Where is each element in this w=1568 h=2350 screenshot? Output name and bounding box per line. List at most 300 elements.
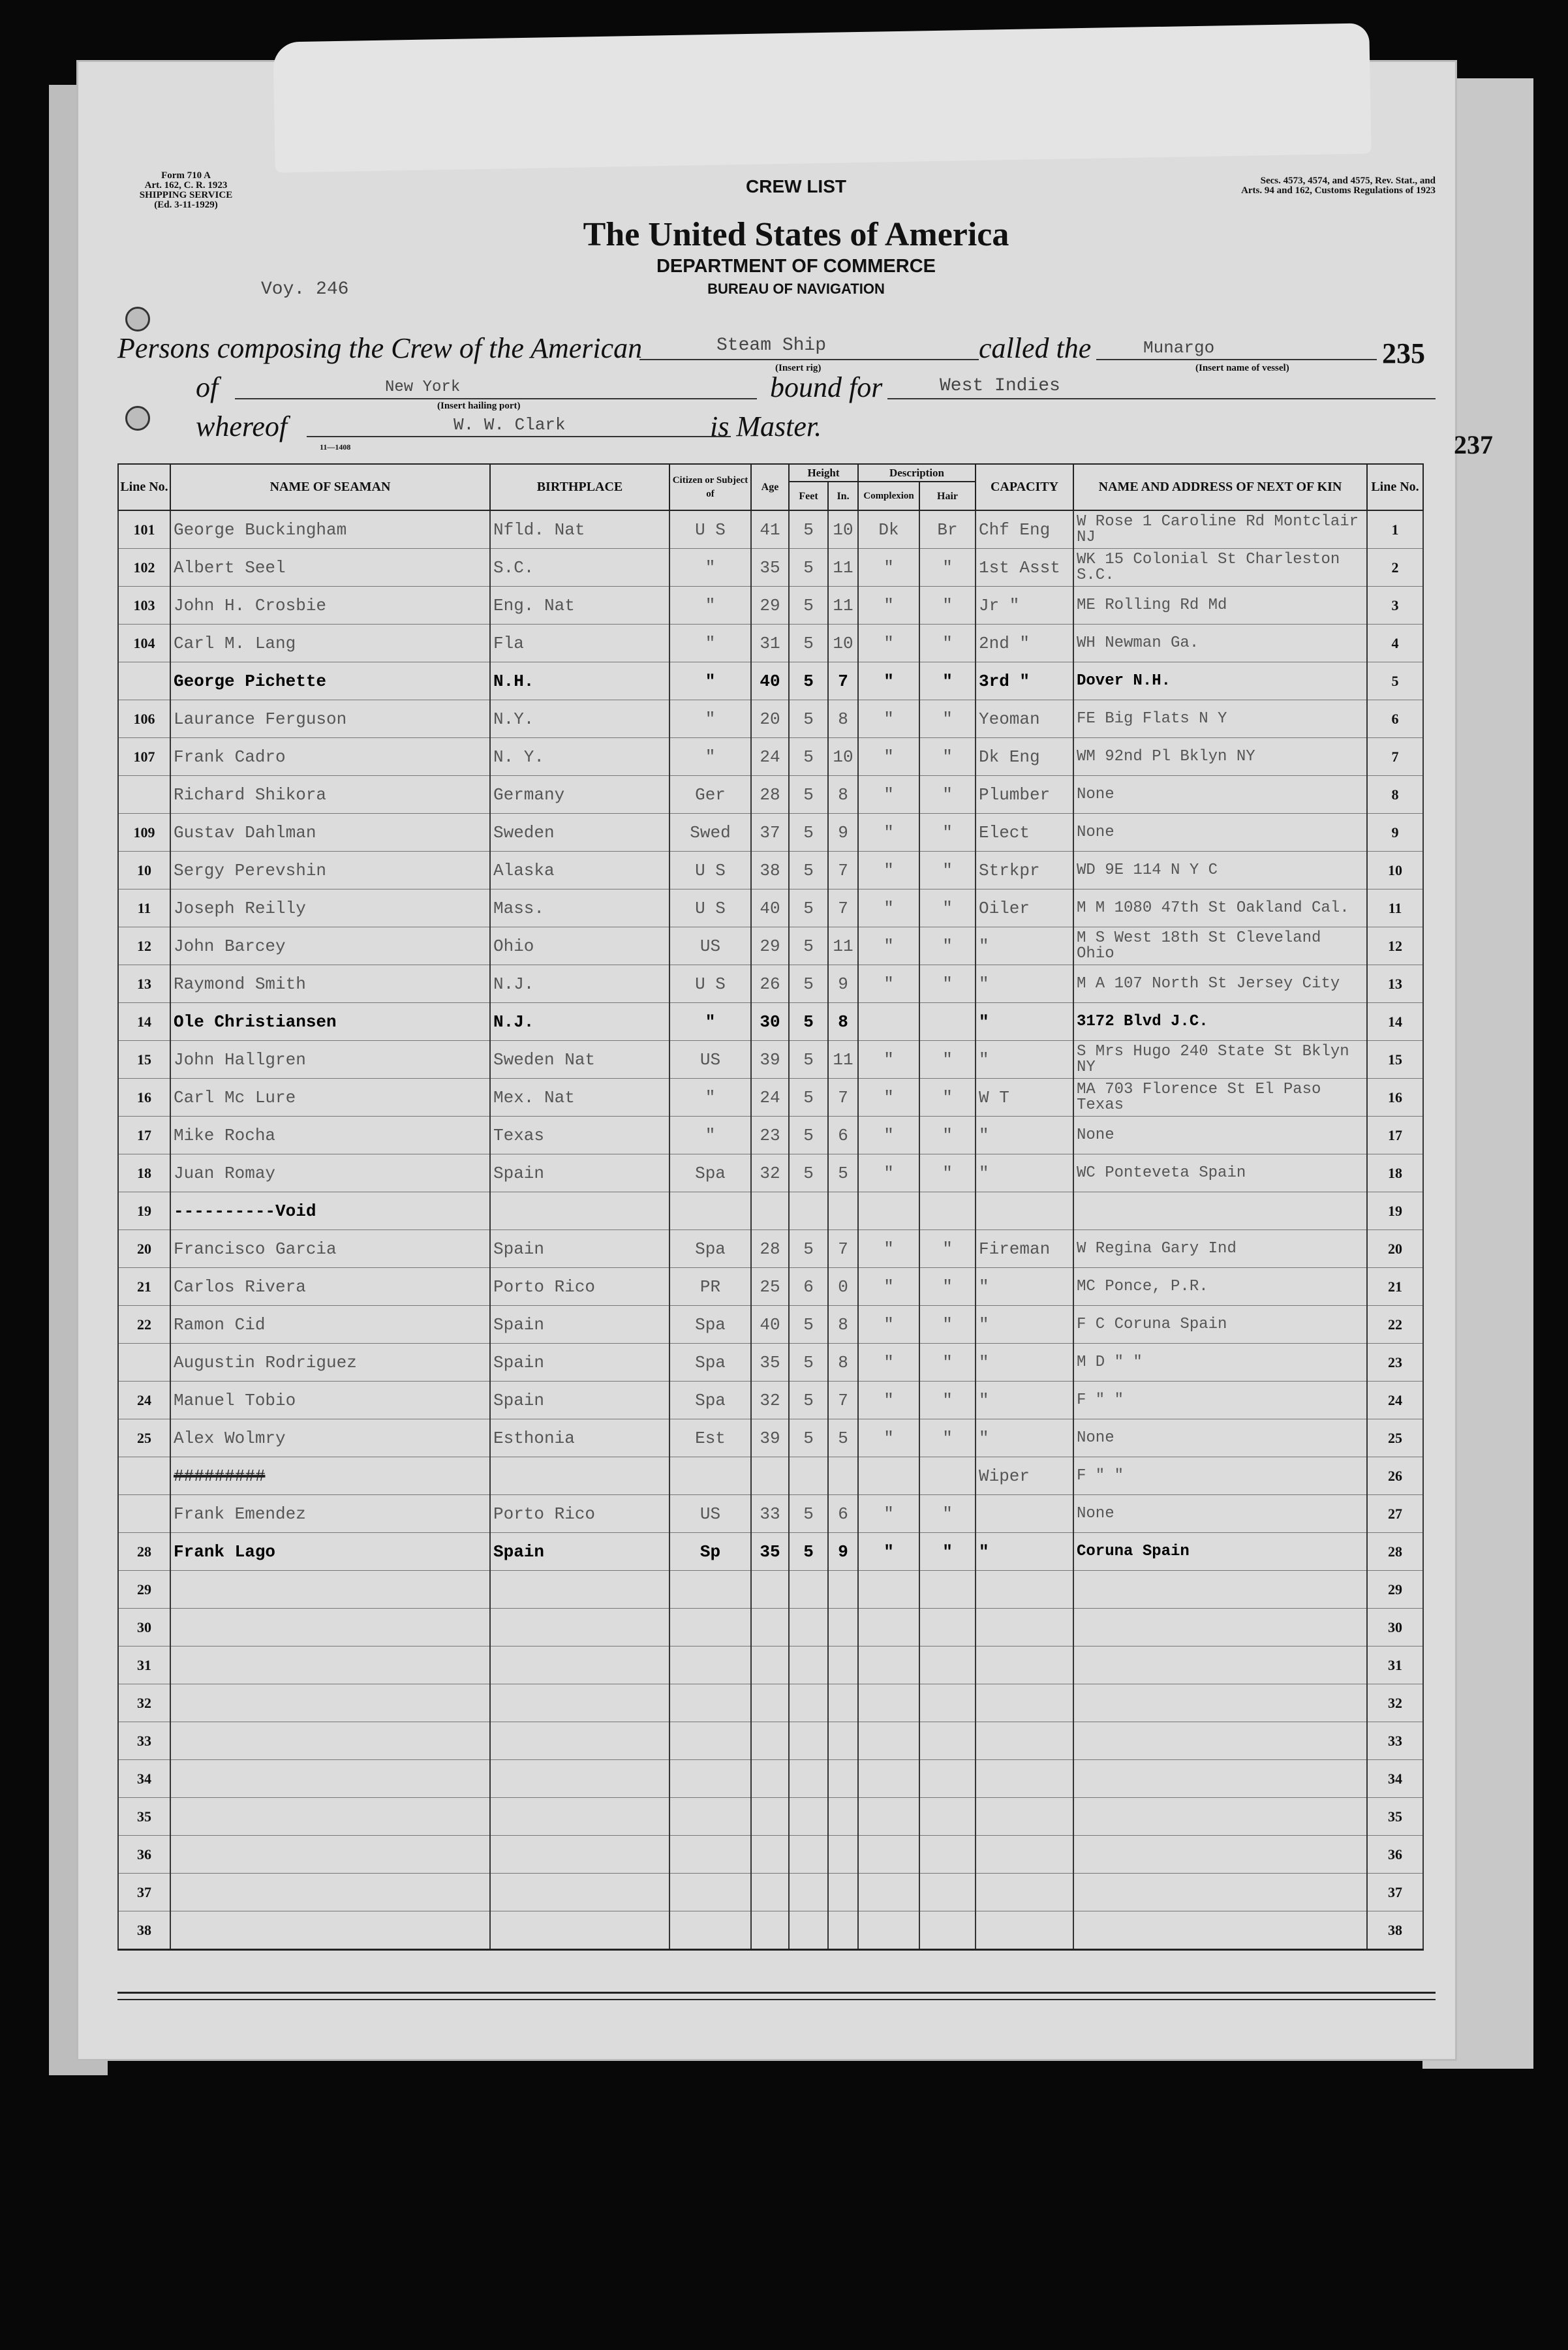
birthplace: Sweden bbox=[490, 814, 669, 852]
table-row bbox=[118, 549, 1423, 587]
complexion: " bbox=[858, 814, 919, 852]
hailing-port: New York bbox=[385, 379, 461, 396]
capacity bbox=[976, 1647, 1073, 1684]
line-code: 22 bbox=[118, 1306, 170, 1344]
height-inches: 7 bbox=[828, 662, 858, 700]
next-of-kin: W Regina Gary Ind bbox=[1073, 1230, 1367, 1268]
complexion: " bbox=[858, 1268, 919, 1306]
next-of-kin bbox=[1073, 1874, 1367, 1911]
birthplace: Spain bbox=[490, 1230, 669, 1268]
birthplace: Alaska bbox=[490, 852, 669, 889]
height-inches: 9 bbox=[828, 965, 858, 1003]
next-of-kin bbox=[1073, 1647, 1367, 1684]
citizenship: U S bbox=[669, 965, 751, 1003]
hair bbox=[919, 1457, 976, 1495]
hair: " bbox=[919, 889, 976, 927]
capacity: Jr " bbox=[976, 587, 1073, 625]
port-hint: (Insert hailing port) bbox=[437, 401, 521, 411]
table-row bbox=[118, 814, 1423, 852]
height-inches bbox=[828, 1571, 858, 1609]
hair: " bbox=[919, 1382, 976, 1419]
line-number: 2 bbox=[1367, 549, 1423, 587]
seaman-name: Frank Emendez bbox=[170, 1495, 490, 1533]
birthplace: S.C. bbox=[490, 549, 669, 587]
line-code: 31 bbox=[118, 1647, 170, 1684]
destination-line bbox=[887, 398, 1436, 399]
line-code: 19 bbox=[118, 1192, 170, 1230]
line-code: 36 bbox=[118, 1836, 170, 1874]
hair: " bbox=[919, 549, 976, 587]
birthplace: N.J. bbox=[490, 1003, 669, 1041]
line-number: 7 bbox=[1367, 738, 1423, 776]
next-of-kin: M D " " bbox=[1073, 1344, 1367, 1382]
next-of-kin: None bbox=[1073, 1495, 1367, 1533]
table-row bbox=[118, 1533, 1423, 1571]
capacity bbox=[976, 1571, 1073, 1609]
age: 28 bbox=[751, 776, 789, 814]
age: 41 bbox=[751, 510, 789, 549]
citizenship bbox=[669, 1722, 751, 1760]
age: 29 bbox=[751, 927, 789, 965]
seaman-name: George Pichette bbox=[170, 662, 490, 700]
master-line bbox=[307, 436, 731, 437]
birthplace: Mex. Nat bbox=[490, 1079, 669, 1117]
citizenship: US bbox=[669, 1495, 751, 1533]
height-feet: 5 bbox=[789, 1230, 828, 1268]
line-code: 107 bbox=[118, 738, 170, 776]
rig-hint: (Insert rig) bbox=[775, 363, 822, 373]
line-number: 26 bbox=[1367, 1457, 1423, 1495]
birthplace: Eng. Nat bbox=[490, 587, 669, 625]
height-inches bbox=[828, 1874, 858, 1911]
table-row bbox=[118, 776, 1423, 814]
complexion: " bbox=[858, 662, 919, 700]
birthplace: Spain bbox=[490, 1306, 669, 1344]
hair: " bbox=[919, 662, 976, 700]
table-row bbox=[118, 700, 1423, 738]
height-feet: 5 bbox=[789, 625, 828, 662]
capacity: " bbox=[976, 965, 1073, 1003]
complexion: " bbox=[858, 1495, 919, 1533]
line-code: 103 bbox=[118, 587, 170, 625]
complexion: " bbox=[858, 1344, 919, 1382]
complexion bbox=[858, 1003, 919, 1041]
line-number: 18 bbox=[1367, 1154, 1423, 1192]
hair: " bbox=[919, 852, 976, 889]
height-feet: 5 bbox=[789, 700, 828, 738]
citizenship: US bbox=[669, 1041, 751, 1079]
complexion: " bbox=[858, 1041, 919, 1079]
height-inches: 11 bbox=[828, 549, 858, 587]
citizenship: U S bbox=[669, 510, 751, 549]
line-code: 18 bbox=[118, 1154, 170, 1192]
age: 20 bbox=[751, 700, 789, 738]
capacity bbox=[976, 1798, 1073, 1836]
hair: " bbox=[919, 1419, 976, 1457]
hair: " bbox=[919, 1306, 976, 1344]
height-inches: 10 bbox=[828, 738, 858, 776]
height-inches: 8 bbox=[828, 700, 858, 738]
seaman-name bbox=[170, 1722, 490, 1760]
citizenship: " bbox=[669, 549, 751, 587]
table-row bbox=[118, 889, 1423, 927]
complexion bbox=[858, 1874, 919, 1911]
height-inches: 7 bbox=[828, 889, 858, 927]
capacity bbox=[976, 1911, 1073, 1950]
vessel-line bbox=[1096, 359, 1377, 360]
citizenship bbox=[669, 1836, 751, 1874]
hair: " bbox=[919, 587, 976, 625]
hair: " bbox=[919, 965, 976, 1003]
height-inches bbox=[828, 1457, 858, 1495]
age bbox=[751, 1609, 789, 1647]
table-row bbox=[118, 1874, 1423, 1911]
citizenship bbox=[669, 1684, 751, 1722]
capacity: Elect bbox=[976, 814, 1073, 852]
age bbox=[751, 1798, 789, 1836]
col-inches: In. bbox=[828, 482, 858, 510]
capacity bbox=[976, 1722, 1073, 1760]
birthplace: Spain bbox=[490, 1344, 669, 1382]
capacity: " bbox=[976, 1306, 1073, 1344]
complexion bbox=[858, 1647, 919, 1684]
birthplace bbox=[490, 1760, 669, 1798]
persons-label: Persons composing the Crew of the American bbox=[117, 332, 643, 364]
capacity bbox=[976, 1874, 1073, 1911]
citizenship: Spa bbox=[669, 1154, 751, 1192]
hair: " bbox=[919, 1344, 976, 1382]
table-row bbox=[118, 1041, 1423, 1079]
height-inches: 7 bbox=[828, 1382, 858, 1419]
height-feet: 5 bbox=[789, 662, 828, 700]
hair: " bbox=[919, 1268, 976, 1306]
age bbox=[751, 1457, 789, 1495]
height-feet bbox=[789, 1836, 828, 1874]
birthplace: Fla bbox=[490, 625, 669, 662]
line-code: 35 bbox=[118, 1798, 170, 1836]
capacity: 3rd " bbox=[976, 662, 1073, 700]
line-code bbox=[118, 1344, 170, 1382]
height-feet bbox=[789, 1798, 828, 1836]
age: 25 bbox=[751, 1268, 789, 1306]
line-code: 33 bbox=[118, 1722, 170, 1760]
age: 37 bbox=[751, 814, 789, 852]
line-code: 10 bbox=[118, 852, 170, 889]
line-number: 3 bbox=[1367, 587, 1423, 625]
line-code: 14 bbox=[118, 1003, 170, 1041]
birthplace: N.J. bbox=[490, 965, 669, 1003]
age: 31 bbox=[751, 625, 789, 662]
age: 33 bbox=[751, 1495, 789, 1533]
capacity bbox=[976, 1836, 1073, 1874]
next-of-kin: S Mrs Hugo 240 State St Bklyn NY bbox=[1073, 1041, 1367, 1079]
line-number: 24 bbox=[1367, 1382, 1423, 1419]
height-feet: 5 bbox=[789, 1041, 828, 1079]
complexion bbox=[858, 1684, 919, 1722]
col-capacity: CAPACITY bbox=[976, 464, 1073, 510]
birthplace: Spain bbox=[490, 1533, 669, 1571]
capacity: Strkpr bbox=[976, 852, 1073, 889]
height-inches: 5 bbox=[828, 1419, 858, 1457]
next-of-kin: M S West 18th St Cleveland Ohio bbox=[1073, 927, 1367, 965]
line-code: 38 bbox=[118, 1911, 170, 1950]
line-number: 34 bbox=[1367, 1760, 1423, 1798]
col-line-no-right: Line No. bbox=[1367, 464, 1423, 510]
next-of-kin: Dover N.H. bbox=[1073, 662, 1367, 700]
line-code: 109 bbox=[118, 814, 170, 852]
hair: " bbox=[919, 1533, 976, 1571]
birthplace: N.H. bbox=[490, 662, 669, 700]
capacity: Wiper bbox=[976, 1457, 1073, 1495]
height-inches: 9 bbox=[828, 814, 858, 852]
hair bbox=[919, 1609, 976, 1647]
birthplace bbox=[490, 1836, 669, 1874]
birthplace bbox=[490, 1684, 669, 1722]
height-feet bbox=[789, 1647, 828, 1684]
citizenship bbox=[669, 1874, 751, 1911]
bound-for-label: bound for bbox=[770, 371, 883, 403]
next-of-kin: FE Big Flats N Y bbox=[1073, 700, 1367, 738]
height-inches: 8 bbox=[828, 776, 858, 814]
form-edition: (Ed. 3-11-1929) bbox=[154, 200, 218, 210]
height-feet bbox=[789, 1457, 828, 1495]
bureau-name: BUREAU OF NAVIGATION bbox=[707, 281, 885, 297]
birthplace: Germany bbox=[490, 776, 669, 814]
col-kin: NAME AND ADDRESS OF NEXT OF KIN bbox=[1073, 464, 1367, 510]
age: 30 bbox=[751, 1003, 789, 1041]
is-master-label: is Master. bbox=[710, 410, 822, 442]
line-number: 11 bbox=[1367, 889, 1423, 927]
height-feet: 5 bbox=[789, 814, 828, 852]
vessel-hint: (Insert name of vessel) bbox=[1195, 363, 1289, 373]
table-row bbox=[118, 1684, 1423, 1722]
complexion bbox=[858, 1609, 919, 1647]
department-name: DEPARTMENT OF COMMERCE bbox=[656, 256, 936, 277]
page-number: 235 bbox=[1382, 337, 1425, 369]
table-row bbox=[118, 1419, 1423, 1457]
complexion: " bbox=[858, 1382, 919, 1419]
table-row bbox=[118, 1306, 1423, 1344]
height-feet: 5 bbox=[789, 1306, 828, 1344]
line-code: 20 bbox=[118, 1230, 170, 1268]
height-feet: 5 bbox=[789, 1344, 828, 1382]
capacity bbox=[976, 1684, 1073, 1722]
citizenship: U S bbox=[669, 889, 751, 927]
line-code: 12 bbox=[118, 927, 170, 965]
citizenship: " bbox=[669, 662, 751, 700]
age: 24 bbox=[751, 1079, 789, 1117]
age: 40 bbox=[751, 662, 789, 700]
table-row bbox=[118, 1647, 1423, 1684]
citizenship: PR bbox=[669, 1268, 751, 1306]
table-row bbox=[118, 587, 1423, 625]
table-row bbox=[118, 1192, 1423, 1230]
next-of-kin: WK 15 Colonial St Charleston S.C. bbox=[1073, 549, 1367, 587]
seaman-name bbox=[170, 1760, 490, 1798]
citizenship bbox=[669, 1609, 751, 1647]
age bbox=[751, 1647, 789, 1684]
table-row bbox=[118, 1571, 1423, 1609]
seaman-name bbox=[170, 1571, 490, 1609]
citizenship: U S bbox=[669, 852, 751, 889]
table-row bbox=[118, 1230, 1423, 1268]
age: 28 bbox=[751, 1230, 789, 1268]
birthplace bbox=[490, 1647, 669, 1684]
age bbox=[751, 1760, 789, 1798]
complexion: " bbox=[858, 1230, 919, 1268]
seaman-name: Francisco Garcia bbox=[170, 1230, 490, 1268]
birthplace bbox=[490, 1609, 669, 1647]
hair bbox=[919, 1836, 976, 1874]
capacity bbox=[976, 1609, 1073, 1647]
height-inches bbox=[828, 1684, 858, 1722]
next-of-kin bbox=[1073, 1836, 1367, 1874]
seaman-name bbox=[170, 1647, 490, 1684]
complexion: " bbox=[858, 738, 919, 776]
complexion: " bbox=[858, 1079, 919, 1117]
col-feet: Feet bbox=[789, 482, 828, 510]
port-line bbox=[235, 398, 757, 399]
complexion bbox=[858, 1798, 919, 1836]
birthplace bbox=[490, 1798, 669, 1836]
crew-table bbox=[117, 463, 1424, 1951]
table-row bbox=[118, 662, 1423, 700]
line-code: 25 bbox=[118, 1419, 170, 1457]
table-row bbox=[118, 1457, 1423, 1495]
height-inches: 8 bbox=[828, 1003, 858, 1041]
age bbox=[751, 1722, 789, 1760]
line-number: 30 bbox=[1367, 1609, 1423, 1647]
birthplace: Ohio bbox=[490, 927, 669, 965]
line-number: 29 bbox=[1367, 1571, 1423, 1609]
capacity: Oiler bbox=[976, 889, 1073, 927]
citizenship: " bbox=[669, 1117, 751, 1154]
table-row bbox=[118, 927, 1423, 965]
height-feet: 5 bbox=[789, 1003, 828, 1041]
master-name: W. W. Clark bbox=[453, 415, 566, 435]
height-feet bbox=[789, 1760, 828, 1798]
line-number: 25 bbox=[1367, 1419, 1423, 1457]
complexion bbox=[858, 1571, 919, 1609]
birthplace bbox=[490, 1722, 669, 1760]
hair bbox=[919, 1684, 976, 1722]
table-row bbox=[118, 1344, 1423, 1382]
capacity: " bbox=[976, 1041, 1073, 1079]
hair: " bbox=[919, 1495, 976, 1533]
vessel-rig: Steam Ship bbox=[716, 335, 827, 356]
next-of-kin: F " " bbox=[1073, 1382, 1367, 1419]
seaman-name bbox=[170, 1798, 490, 1836]
height-feet bbox=[789, 1192, 828, 1230]
table-row bbox=[118, 1836, 1423, 1874]
form-bottom-rule bbox=[117, 1992, 1436, 2000]
height-feet: 5 bbox=[789, 927, 828, 965]
line-number: 16 bbox=[1367, 1079, 1423, 1117]
height-inches: 10 bbox=[828, 510, 858, 549]
line-code: 34 bbox=[118, 1760, 170, 1798]
capacity bbox=[976, 1495, 1073, 1533]
form-number: Form 710 A bbox=[161, 170, 211, 181]
col-height: Height bbox=[789, 464, 858, 482]
citizenship: " bbox=[669, 1079, 751, 1117]
seaman-name: Juan Romay bbox=[170, 1154, 490, 1192]
next-of-kin bbox=[1073, 1798, 1367, 1836]
complexion bbox=[858, 1192, 919, 1230]
seaman-name: Augustin Rodriguez bbox=[170, 1344, 490, 1382]
line-code: 101 bbox=[118, 510, 170, 549]
line-number: 1 bbox=[1367, 510, 1423, 549]
birthplace: Esthonia bbox=[490, 1419, 669, 1457]
form-article: Art. 162, C. R. 1923 bbox=[144, 180, 228, 191]
height-inches: 6 bbox=[828, 1117, 858, 1154]
citizenship: Ger bbox=[669, 776, 751, 814]
next-of-kin: 3172 Blvd J.C. bbox=[1073, 1003, 1367, 1041]
line-code: 106 bbox=[118, 700, 170, 738]
table-row bbox=[118, 625, 1423, 662]
height-feet bbox=[789, 1874, 828, 1911]
seaman-name bbox=[170, 1874, 490, 1911]
citizenship: " bbox=[669, 587, 751, 625]
next-of-kin bbox=[1073, 1911, 1367, 1950]
next-of-kin: None bbox=[1073, 1117, 1367, 1154]
form-meta bbox=[111, 171, 261, 210]
line-number: 35 bbox=[1367, 1798, 1423, 1836]
height-inches: 7 bbox=[828, 1079, 858, 1117]
next-of-kin: Coruna Spain bbox=[1073, 1533, 1367, 1571]
line-code bbox=[118, 1457, 170, 1495]
statute-ref-2: Arts. 94 and 162, Customs Regulations of 1923 bbox=[1241, 185, 1436, 196]
table-row bbox=[118, 1154, 1423, 1192]
seaman-name: Ramon Cid bbox=[170, 1306, 490, 1344]
line-number: 14 bbox=[1367, 1003, 1423, 1041]
height-feet: 5 bbox=[789, 549, 828, 587]
citizenship: Spa bbox=[669, 1382, 751, 1419]
seaman-name: Joseph Reilly bbox=[170, 889, 490, 927]
form-title: CREW LIST bbox=[746, 176, 846, 196]
col-age: Age bbox=[751, 464, 789, 510]
height-feet bbox=[789, 1609, 828, 1647]
line-number: 31 bbox=[1367, 1647, 1423, 1684]
line-code: 15 bbox=[118, 1041, 170, 1079]
col-hair: Hair bbox=[919, 482, 976, 510]
seaman-name: Mike Rocha bbox=[170, 1117, 490, 1154]
age: 39 bbox=[751, 1419, 789, 1457]
seaman-name: Gustav Dahlman bbox=[170, 814, 490, 852]
line-number: 32 bbox=[1367, 1684, 1423, 1722]
col-citizen: Citizen or Subject of bbox=[669, 464, 751, 510]
of-label: of bbox=[196, 371, 219, 403]
age: 23 bbox=[751, 1117, 789, 1154]
line-code: 29 bbox=[118, 1571, 170, 1609]
hair bbox=[919, 1911, 976, 1950]
capacity: Yeoman bbox=[976, 700, 1073, 738]
seaman-name bbox=[170, 1911, 490, 1950]
table-row bbox=[118, 1079, 1423, 1117]
complexion: " bbox=[858, 889, 919, 927]
seaman-name: Frank Cadro bbox=[170, 738, 490, 776]
height-inches: 7 bbox=[828, 1230, 858, 1268]
table-row bbox=[118, 1268, 1423, 1306]
height-feet: 5 bbox=[789, 1419, 828, 1457]
capacity: 1st Asst bbox=[976, 549, 1073, 587]
voyage-number: Voy. 246 bbox=[261, 279, 349, 300]
line-code: 11 bbox=[118, 889, 170, 927]
table-row bbox=[118, 1117, 1423, 1154]
table-row bbox=[118, 1495, 1423, 1533]
next-of-kin bbox=[1073, 1192, 1367, 1230]
complexion: " bbox=[858, 625, 919, 662]
seaman-name bbox=[170, 1684, 490, 1722]
